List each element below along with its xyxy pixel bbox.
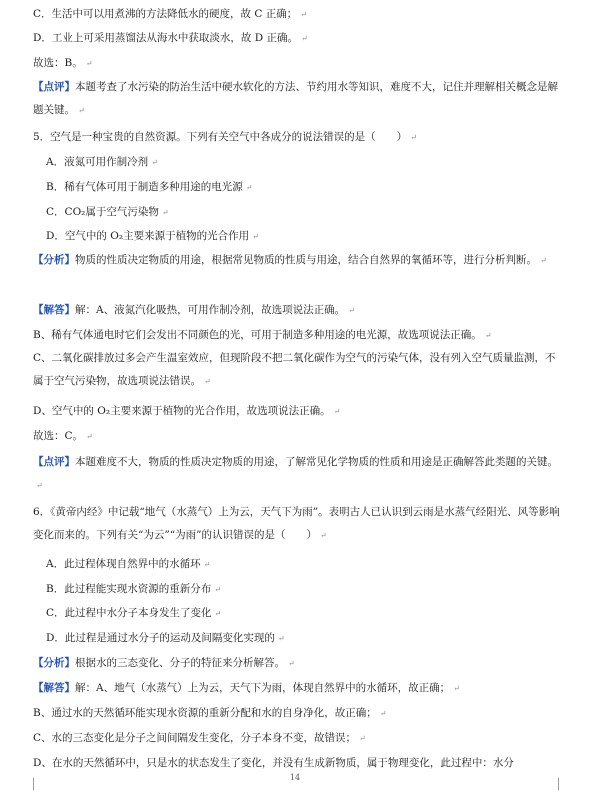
question-6-solution-d: D、在水的天然循环中，只是水的状态发生了变化，并没有生成新物质，属于物理变化，此过程中：水分 [33, 757, 514, 769]
question-5-solution-c: C、二氧化碳排放过多会产生温室效应，但现阶段不把二氧化碳作为空气的污染气体，没有列入空气质量监测，不属于空气污染物，故选项说法错误。 ↵ [33, 352, 556, 387]
solution-tag: 【解答】 [33, 682, 75, 694]
question-5-option-c: C．CO₂属于空气污染物 ↵ [46, 206, 169, 218]
question-5-solution-b: B、稀有气体通电时它们会发出不同颜色的光，可用于制造多种用途的电光源，故选项说法正确。 ↵ [33, 329, 492, 341]
answer-line-d-prev: D．工业上可采用蒸馏法从海水中获取淡水，故 D 正确。 ↵ [33, 32, 308, 44]
question-5-option-d: D．空气中的 O₂主要来源于植物的光合作用 ↵ [46, 230, 259, 242]
question-6-solution-b: B、通过水的天然循环能实现水资源的重新分配和水的自身净化，故正确； ↵ [33, 707, 387, 719]
question-5-choice: 故选：C。 ↵ [33, 430, 93, 442]
crop-mark-right [558, 778, 559, 790]
page-number: 14 [289, 773, 301, 782]
question-6-stem: 6．《黄帝内经》中记载“地气（水蒸气）上为云，天气下为雨”。表明古人已认识到云雨是水蒸气经阳光、风等影响变化而来的。下列有关“为云”“为雨”的认识错误的是（ ） ↵ [33, 506, 560, 541]
question-6-option-c: C．此过程中水分子本身发生了变化 ↵ [46, 607, 222, 619]
question-6-option-b: B．此过程能实现水资源的重新分布 ↵ [46, 583, 221, 595]
comment-tag: 【点评】 [33, 81, 75, 93]
choice-line-prev: 故选：B。 ↵ [33, 57, 93, 69]
answer-line-c-prev: C．生活中可以用煮沸的方法降低水的硬度，故 C 正确； ↵ [33, 8, 307, 20]
question-5-analysis: 【分析】物质的性质决定物质的用途，根据常见物质的性质与用途，结合自然界的氧循环等，进行分析判断。 ↵ [33, 254, 547, 266]
question-6-analysis: 【分析】根据水的三态变化、分子的特征来分析解答。 ↵ [33, 657, 295, 669]
crop-mark-left [33, 778, 34, 790]
comment-tag: 【点评】 [33, 456, 75, 468]
question-5-option-b: B．稀有气体可用于制造多种用途的电光源 ↵ [46, 181, 253, 193]
solution-tag: 【解答】 [33, 304, 75, 316]
question-6-option-d: D．此过程是通过水分子的运动及间隔变化实现的 ↵ [46, 632, 285, 644]
question-6-solution-a: 【解答】解：A、地气（水蒸气）上为云，天气下为雨，体现自然界中的水循环，故正确； ↵ [33, 682, 460, 694]
question-5-comment: 【点评】本题难度不大，物质的性质决定物质的用途，了解常见化学物质的性质和用途是正确解答此类题的关键。↵ [33, 456, 558, 490]
analysis-tag: 【分析】 [33, 254, 75, 266]
question-5-stem: 5．空气是一种宝贵的自然资源。下列有关空气中各成分的说法错误的是（ ） ↵ [33, 131, 417, 143]
question-6-solution-c: C、水的三态变化是分子之间间隔发生变化，分子本身不变，故错误； ↵ [33, 732, 366, 744]
question-5-solution-a: 【解答】解：A、液氮汽化吸热，可用作制冷剂，故选项说法正确。 ↵ [33, 304, 355, 316]
question-5-option-a: A．液氮可用作制冷剂 ↵ [46, 156, 158, 168]
question-6-option-a: A．此过程体现自然界中的水循环 ↵ [46, 558, 211, 570]
analysis-tag: 【分析】 [33, 657, 75, 669]
comment-paragraph-prev: 【点评】本题考查了水污染的防治生活中硬水软化的方法、节约用水等知识，难度不大，记住并理解相关概念是解题关键。 ↵ [33, 81, 558, 116]
question-5-solution-d: D、空气中的 O₂主要来源于植物的光合作用，故选项说法正确。 ↵ [33, 405, 341, 417]
